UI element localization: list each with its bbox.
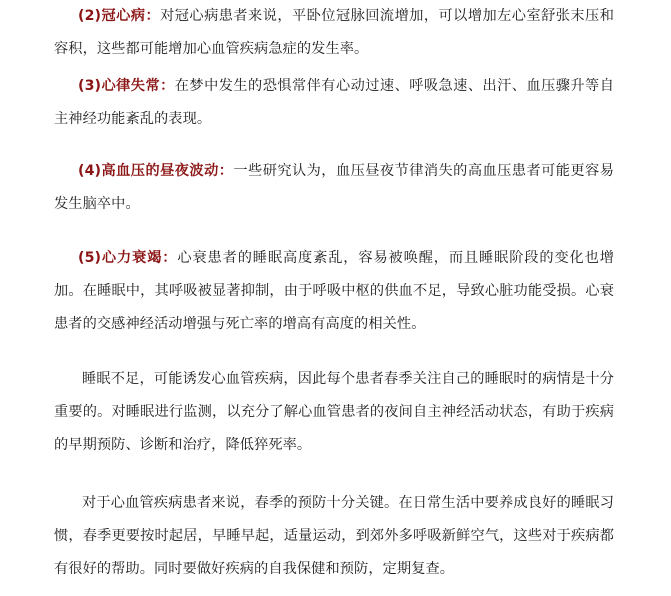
paragraph-heading: (4)高血压的昼夜波动： xyxy=(78,163,234,179)
paragraph-sleep-monitoring xyxy=(54,363,614,462)
paragraph-text: 对冠心病患者来说，平卧位冠脉回流增加，可以增加左心室舒张末压和容积，这些都可能增加心血管疾病急症的发生率。 xyxy=(54,8,614,57)
paragraph-heading: (3)心律失常： xyxy=(78,78,175,94)
paragraph-text: 睡眠不足，可能诱发心血管疾病，因此每个患者春季关注自己的睡眠时的病情是十分重要的。对睡眠进行监测，以充分了解心血管患者的夜间自主神经活动状态，有助于疾病的早期预防、诊断和治疗，降低猝死率。 xyxy=(54,371,614,453)
paragraph-text: 在梦中发生的恐惧常伴有心动过速、呼吸急速、出汗、血压骤升等自主神经功能紊乱的表现。 xyxy=(54,78,614,127)
paragraph-text: 一些研究认为，血压昼夜节律消失的高血压患者可能更容易发生脑卒中。 xyxy=(54,163,614,212)
paragraph-blood-pressure-fluctuation xyxy=(54,155,614,221)
paragraph-text: 对于心血管疾病患者来说，春季的预防十分关键。在日常生活中要养成良好的睡眠习惯，春季更要按时起居，早睡早起，适量运动，到郊外多呼吸新鲜空气，这些对于疾病都有很好的帮助。同时要做好疾病的自我保健和预防，定期复查。 xyxy=(54,495,614,577)
paragraph-arrhythmia xyxy=(54,70,614,136)
paragraph-heart-failure xyxy=(54,242,614,341)
paragraph-spring-prevention xyxy=(54,487,614,586)
paragraph-heading: (2)冠心病： xyxy=(78,8,161,24)
paragraph-coronary-heart-disease xyxy=(54,0,614,66)
paragraph-text: 心衰患者的睡眠高度紊乱，容易被唤醒，而且睡眠阶段的变化也增加。在睡眠中，其呼吸被显著抑制，由于呼吸中枢的供血不足，导致心脏功能受损。心衰患者的交感神经活动增强与死亡率的增高有高度的相关性。 xyxy=(54,250,614,332)
paragraph-heading: (5)心力衰竭： xyxy=(78,250,178,266)
